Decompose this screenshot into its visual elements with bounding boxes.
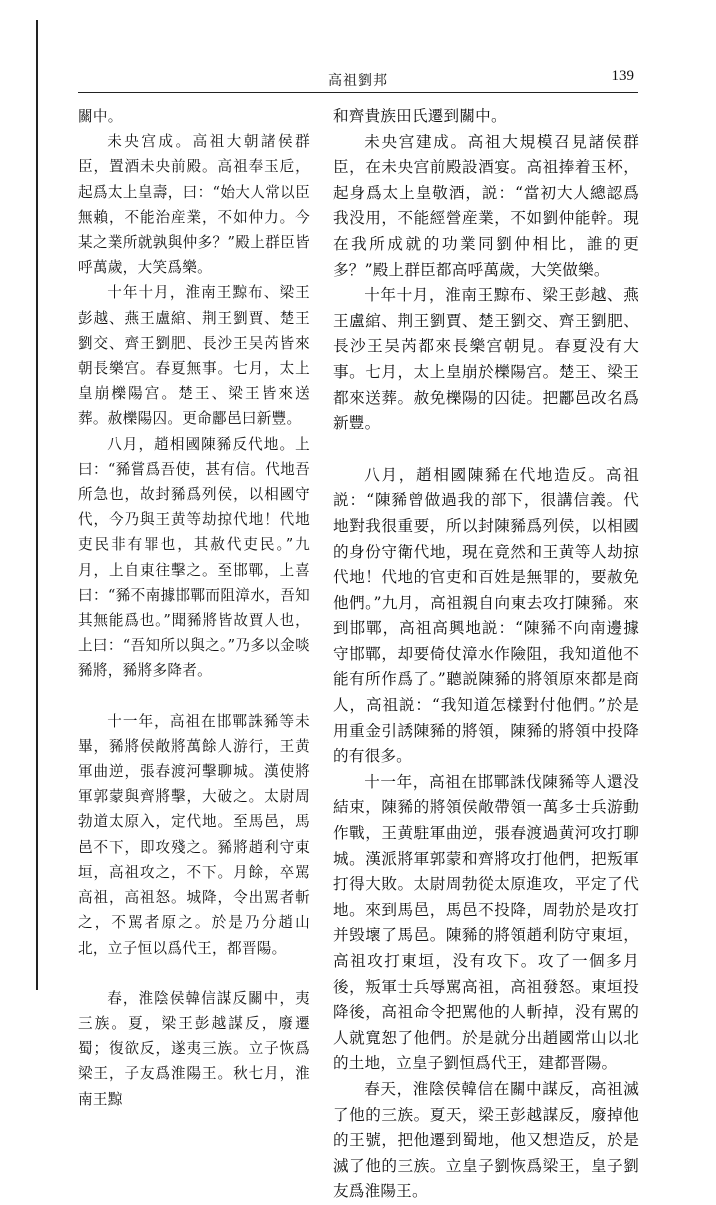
classical-paragraph: 八月，趙相國陳豨反代地。上曰：“豨嘗爲吾使，甚有信。代地吾所急也，故封豨爲列侯，以相國守代，今乃與王黄等劫掠代地！代地吏民非有罪也，其赦代吏民。”九月，上自東往擊之。至邯鄲，上喜曰：“豨不南據邯鄲而阻漳水，吾知其無能爲也。”聞豨將皆故賈人也，上曰：“吾知所以與之。”乃多以金啖豨將，豨將多降者。 xyxy=(78,435,310,680)
binding-edge-line xyxy=(36,20,38,990)
classical-paragraph: 十年十月，淮南王黥布、梁王彭越、燕王盧綰、荆王劉賈、楚王劉交、齊王劉肥、長沙王吴芮皆來朝長樂宫。春夏無事。七月，太上皇崩櫟陽宫。楚王、梁王皆來送葬。赦櫟陽囚。更命酈邑曰新豐。 xyxy=(78,284,310,428)
classical-paragraph: 春，淮陰侯韓信謀反關中，夷三族。夏，梁王彭越謀反，廢遷蜀；復欲反，遂夷三族。立子恢爲梁王，子友爲淮陽王。秋七月，淮南王黥 xyxy=(78,989,310,1108)
classical-paragraph: 關中。 xyxy=(78,108,123,125)
classical-text-column xyxy=(78,104,310,1108)
translation-paragraph: 和齊貴族田氏遷到關中。 xyxy=(333,107,507,125)
classical-paragraph: 未央宫成。高祖大朝諸侯群臣，置酒未央前殿。高祖奉玉卮，起爲太上皇壽，曰：“始大人常以臣無賴，不能治産業，不如仲力。今某之業所就孰與仲多？”殿上群臣皆呼萬歲，大笑爲樂。 xyxy=(78,133,310,277)
translation-paragraph: 未央宫建成。高祖大規模召見諸侯群臣，在未央宫前殿設酒宴。高祖捧着玉杯，起身爲太上皇敬酒，説：“當初大人總認爲我没用，不能經營産業，不如劉仲能幹。現在我所成就的功業同劉仲相比，誰的更多？”殿上群臣都高呼萬歲，大笑做樂。 xyxy=(333,132,639,279)
running-title: 高祖劉邦 xyxy=(328,73,388,89)
translation-text-column xyxy=(333,104,639,1201)
translation-paragraph: 八月，趙相國陳豨在代地造反。高祖説：“陳豨曾做過我的部下，很講信義。代地對我很重要，所以封陳豨爲列侯，以相國的身份守衛代地，現在竟然和王黄等人劫掠代地！代地的官吏和百姓是無罪的，要赦免他們。”九月，高祖親自向東去攻打陳豨。來到邯鄲，高祖高興地説：“陳豨不向南邊據守邯鄲，却要倚仗漳水作險阻，我知道他不能有所作爲了。”聽説陳豨的將領原來都是商人，高祖説：“我知道怎樣對付他們。”於是用重金引誘陳豨的將領，陳豨的將領中投降的有很多。 xyxy=(333,465,639,766)
translation-paragraph: 十年十月，淮南王黥布、梁王彭越、燕王盧綰、荆王劉賈、楚王劉交、齊王劉肥、長沙王吴芮都來長樂宫朝見。春夏没有大事。七月，太上皇崩於櫟陽宫。楚王、梁王都來送葬。赦免櫟陽的囚徒。把酈邑改名爲新豐。 xyxy=(333,286,639,433)
classical-paragraph: 十一年，高祖在邯鄲誅豨等未畢，豨將侯敞將萬餘人游行，王黄軍曲逆，張春渡河擊聊城。漢使將軍郭蒙與齊將擊，大破之。太尉周勃道太原入，定代地。至馬邑，馬邑不下，即攻殘之。豨將趙利守東垣，高祖攻之，不下。月餘，卒駡高祖，高祖怒。城降，令出駡者斬之，不駡者原之。於是乃分趙山北，立子恒以爲代王，都晋陽。 xyxy=(78,712,310,957)
page-number: 139 xyxy=(611,68,634,84)
translation-paragraph: 春天，淮陰侯韓信在關中謀反，高祖滅了他的三族。夏天，梁王彭越謀反，廢掉他的王號，把他遷到蜀地，他又想造反，於是滅了他的三族。立皇子劉恢爲梁王，皇子劉友爲淮陽王。 xyxy=(333,1079,639,1201)
page-header xyxy=(78,52,638,93)
translation-paragraph: 十一年，高祖在邯鄲誅伐陳豨等人還没結束，陳豨的將領侯敞帶領一萬多士兵游動作戰，王黄駐軍曲逆，張春渡過黄河攻打聊城。漢派將軍郭蒙和齊將攻打他們，把叛軍打得大敗。太尉周勃從太原進攻，平定了代地。來到馬邑，馬邑不投降，周勃於是攻打并毁壞了馬邑。陳豨的將領趙利防守東垣，高祖攻打東垣，没有攻下。攻了一個多月後，叛軍士兵辱駡高祖，高祖發怒。東垣投降後，高祖命令把駡他的人斬掉，没有駡的人就寬恕了他們。於是就分出趙國常山以北的土地，立皇子劉恒爲代王，建都晋陽。 xyxy=(333,772,639,1073)
